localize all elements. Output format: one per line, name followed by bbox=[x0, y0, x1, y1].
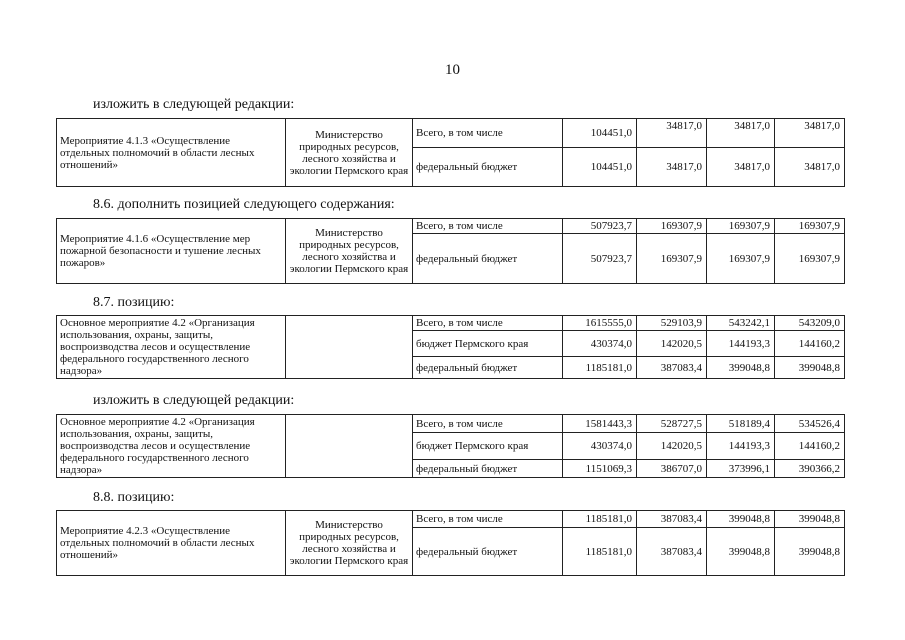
value-cell: 169307,9 bbox=[775, 219, 845, 234]
value-cell: 144160,2 bbox=[775, 331, 845, 357]
value-cell: 399048,8 bbox=[775, 511, 845, 528]
source-cell: федеральный бюджет bbox=[413, 148, 563, 187]
value-cell: 142020,5 bbox=[637, 433, 707, 460]
source-cell: бюджет Пермского края bbox=[413, 433, 563, 460]
table-row bbox=[57, 415, 845, 433]
value-cell: 34817,0 bbox=[637, 148, 707, 187]
value-cell: 144193,3 bbox=[707, 331, 775, 357]
value-cell: 399048,8 bbox=[707, 511, 775, 528]
value-cell: 1615555,0 bbox=[563, 316, 637, 331]
intro-paragraph-2: изложить в следующей редакции: bbox=[93, 393, 295, 408]
value-cell: 373996,1 bbox=[707, 460, 775, 478]
value-cell: 529103,9 bbox=[637, 316, 707, 331]
activity-cell: Мероприятие 4.1.3 «Осуществление отдельных полномочий в области лесных отношений» bbox=[57, 119, 286, 187]
value-cell: 518189,4 bbox=[707, 415, 775, 433]
value-cell: 399048,8 bbox=[775, 528, 845, 576]
value-cell: 34817,0 bbox=[775, 148, 845, 187]
source-cell: Всего, в том числе bbox=[413, 316, 563, 331]
activity-cell: Основное мероприятие 4.2 «Организация использования, охраны, защиты, воспроизводства лесов и осуществление федерального государственного лесного надзора» bbox=[57, 316, 286, 379]
ministry-cell: Министерство природных ресурсов, лесного хозяйства и экологии Пермского края bbox=[286, 511, 413, 576]
value-cell: 399048,8 bbox=[775, 357, 845, 379]
value-cell: 169307,9 bbox=[707, 219, 775, 234]
source-cell: федеральный бюджет bbox=[413, 357, 563, 379]
source-cell: Всего, в том числе bbox=[413, 219, 563, 234]
value-cell: 534526,4 bbox=[775, 415, 845, 433]
source-cell: федеральный бюджет bbox=[413, 460, 563, 478]
value-cell: 144193,3 bbox=[707, 433, 775, 460]
value-cell: 104451,0 bbox=[563, 119, 637, 148]
value-cell: 34817,0 bbox=[775, 119, 845, 148]
empty-ministry-cell bbox=[286, 415, 413, 478]
value-cell: 169307,9 bbox=[775, 234, 845, 284]
value-cell: 1185181,0 bbox=[563, 357, 637, 379]
section-8-6-heading: 8.6. дополнить позицией следующего содержания: bbox=[93, 197, 395, 212]
value-cell: 1151069,3 bbox=[563, 460, 637, 478]
source-cell: Всего, в том числе bbox=[413, 415, 563, 433]
table-row bbox=[57, 119, 845, 148]
value-cell: 387083,4 bbox=[637, 357, 707, 379]
value-cell: 144160,2 bbox=[775, 433, 845, 460]
activity-cell: Основное мероприятие 4.2 «Организация использования, охраны, защиты, воспроизводства лесов и осуществление федерального государственного лесного надзора» bbox=[57, 415, 286, 478]
value-cell: 169307,9 bbox=[637, 234, 707, 284]
table-main-activity-4-2-new bbox=[56, 414, 845, 478]
table-row bbox=[57, 511, 845, 528]
value-cell: 34817,0 bbox=[707, 148, 775, 187]
value-cell: 390366,2 bbox=[775, 460, 845, 478]
activity-cell: Мероприятие 4.1.6 «Осуществление мер пожарной безопасности и тушение лесных пожаров» bbox=[57, 219, 286, 284]
table-activity-4-2-3 bbox=[56, 510, 845, 576]
value-cell: 169307,9 bbox=[637, 219, 707, 234]
intro-paragraph-1: изложить в следующей редакции: bbox=[93, 97, 295, 112]
value-cell: 1581443,3 bbox=[563, 415, 637, 433]
table-activity-4-1-6 bbox=[56, 218, 845, 284]
empty-ministry-cell bbox=[286, 316, 413, 379]
table-activity-4-1-3 bbox=[56, 118, 845, 187]
page-number: 10 bbox=[445, 62, 460, 78]
value-cell: 399048,8 bbox=[707, 357, 775, 379]
value-cell: 142020,5 bbox=[637, 331, 707, 357]
value-cell: 430374,0 bbox=[563, 331, 637, 357]
source-cell: Всего, в том числе bbox=[413, 511, 563, 528]
value-cell: 387083,4 bbox=[637, 511, 707, 528]
table-row bbox=[57, 219, 845, 234]
value-cell: 1185181,0 bbox=[563, 511, 637, 528]
value-cell: 169307,9 bbox=[707, 234, 775, 284]
value-cell: 104451,0 bbox=[563, 148, 637, 187]
value-cell: 34817,0 bbox=[637, 119, 707, 148]
source-cell: Всего, в том числе bbox=[413, 119, 563, 148]
value-cell: 507923,7 bbox=[563, 234, 637, 284]
source-cell: федеральный бюджет bbox=[413, 234, 563, 284]
table-main-activity-4-2-old bbox=[56, 315, 845, 379]
ministry-cell: Министерство природных ресурсов, лесного хозяйства и экологии Пермского края bbox=[286, 119, 413, 187]
table-row bbox=[57, 316, 845, 331]
activity-cell: Мероприятие 4.2.3 «Осуществление отдельных полномочий в области лесных отношений» bbox=[57, 511, 286, 576]
value-cell: 386707,0 bbox=[637, 460, 707, 478]
ministry-cell: Министерство природных ресурсов, лесного хозяйства и экологии Пермского края bbox=[286, 219, 413, 284]
value-cell: 34817,0 bbox=[707, 119, 775, 148]
value-cell: 387083,4 bbox=[637, 528, 707, 576]
value-cell: 507923,7 bbox=[563, 219, 637, 234]
value-cell: 543209,0 bbox=[775, 316, 845, 331]
value-cell: 543242,1 bbox=[707, 316, 775, 331]
value-cell: 399048,8 bbox=[707, 528, 775, 576]
value-cell: 430374,0 bbox=[563, 433, 637, 460]
source-cell: федеральный бюджет bbox=[413, 528, 563, 576]
section-8-8-heading: 8.8. позицию: bbox=[93, 490, 175, 505]
source-cell: бюджет Пермского края bbox=[413, 331, 563, 357]
section-8-7-heading: 8.7. позицию: bbox=[93, 295, 175, 310]
value-cell: 528727,5 bbox=[637, 415, 707, 433]
value-cell: 1185181,0 bbox=[563, 528, 637, 576]
